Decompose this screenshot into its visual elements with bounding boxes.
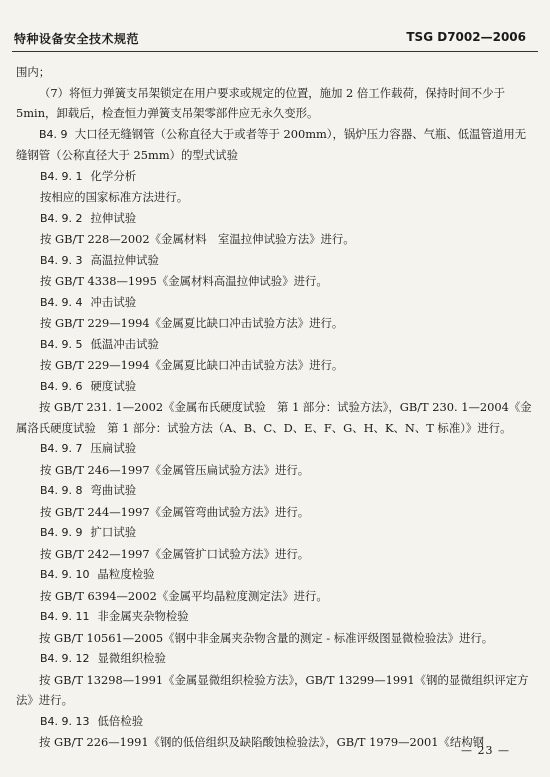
item-number: B4. 9. 8 — [40, 484, 83, 497]
item-body: 按 GB/T 228—2002《金属材料 室温拉伸试验方法》进行。 — [40, 232, 355, 246]
list-item — [16, 166, 534, 208]
item-body: 按 GB/T 13298—1991《金属显微组织检验方法》，GB/T 13299—1991《钢的显微组织评定方法》进行。 — [16, 672, 529, 707]
header-code: TSG D7002—2006 — [406, 30, 526, 44]
item-body: 按 GB/T 246—1997《金属管压扁试验方法》进行。 — [40, 462, 310, 477]
list-item — [16, 334, 534, 376]
item-title: 化学分析 — [90, 168, 137, 183]
item-body: 按 GB/T 244—1997《金属管弯曲试验方法》进行。 — [40, 504, 310, 519]
list-item — [16, 711, 534, 753]
item-number: B4. 9. 3 — [40, 253, 83, 267]
document-body — [16, 62, 534, 753]
item-number: B4. 9. 13 — [40, 714, 90, 728]
item-title: 高温拉伸试验 — [90, 252, 159, 267]
item-title: 弯曲试验 — [90, 483, 137, 497]
list-item — [16, 292, 534, 334]
intro-line: 围内； — [16, 65, 51, 79]
list-item — [16, 376, 534, 439]
header-divider — [12, 51, 538, 52]
list-item — [16, 438, 534, 480]
item-number: B4. 9. 6 — [40, 379, 83, 393]
item-title: 低倍检验 — [97, 713, 144, 728]
list-item — [16, 648, 534, 711]
item-body: 按 GB/T 229—1994《金属夏比缺口冲击试验方法》进行。 — [40, 358, 344, 372]
item-number: B4. 9. 1 — [40, 169, 83, 183]
list-item — [16, 250, 534, 292]
item-number: B4. 9. 12 — [40, 652, 90, 665]
item-title: 显微组织检验 — [97, 651, 166, 665]
item-body: 按 GB/T 229—1994《金属夏比缺口冲击试验方法》进行。 — [40, 316, 344, 330]
section-b49 — [16, 124, 534, 166]
section-number: B4. 9 — [39, 127, 68, 141]
item-body: 按 GB/T 231. 1—2002《金属布氏硬度试验 第 1 部分：试验方法》，GB/T 230. 1—2004《金属洛氏硬度试验 第 1 部分：试验方法（A、B、C、D、E、F、G、H、K、N、T 标准）》进行。 — [16, 400, 532, 435]
item-number: B4. 9. 9 — [40, 526, 83, 539]
item-title: 冲击试验 — [90, 294, 137, 309]
list-item — [16, 480, 534, 522]
item-title: 非金属夹杂物检验 — [97, 609, 189, 623]
item-body: 按 GB/T 10561—2005《钢中非金属夹杂物含量的测定 - 标准评级图显微检验法》进行。 — [39, 630, 494, 645]
items-list — [16, 166, 534, 753]
section-title: 大口径无缝钢管（公称直径大于或者等于 200mm），锅炉压力容器、气瓶、低温管道用无缝钢管（公称直径大于 25mm）的型式试验 — [16, 126, 527, 162]
item-number: B4. 9. 7 — [40, 442, 83, 455]
item-body: 按 GB/T 6394—2002《金属平均晶粒度测定法》进行。 — [40, 588, 328, 603]
list-item — [16, 564, 534, 606]
item-number: B4. 9. 4 — [40, 295, 83, 309]
item-title: 晶粒度检验 — [97, 567, 155, 581]
item-number: B4. 9. 5 — [40, 337, 83, 351]
item-title: 低温冲击试验 — [90, 336, 159, 351]
list-item — [16, 606, 534, 648]
list-item — [16, 208, 534, 250]
page-header — [0, 0, 550, 58]
intro-item-7: （7）将恒力弹簧支吊架锁定在用户要求或规定的位置，施加 2 倍工作载荷，保持时间不少于 5min，卸载后，检查恒力弹簧支吊架零部件应无永久变形。 — [16, 85, 505, 120]
item-body: 按 GB/T 226—1991《钢的低倍组织及缺陷酸蚀检验法》，GB/T 1979—2001《结构钢 — [39, 735, 485, 749]
page-number: — 23 — — [461, 744, 510, 757]
header-title: 特种设备安全技术规范 — [14, 32, 140, 46]
item-title: 拉伸试验 — [90, 210, 137, 225]
item-number: B4. 9. 2 — [40, 211, 83, 225]
item-title: 扩口试验 — [90, 525, 137, 539]
item-body: 按相应的国家标准方法进行。 — [40, 190, 189, 204]
item-number: B4. 9. 10 — [40, 568, 90, 581]
list-item — [16, 522, 534, 564]
item-title: 硬度试验 — [90, 378, 137, 393]
item-title: 压扁试验 — [90, 441, 137, 455]
item-number: B4. 9. 11 — [40, 610, 90, 623]
item-body: 按 GB/T 242—1997《金属管扩口试验方法》进行。 — [40, 546, 310, 561]
item-body: 按 GB/T 4338—1995《金属材料高温拉伸试验》进行。 — [40, 274, 328, 288]
